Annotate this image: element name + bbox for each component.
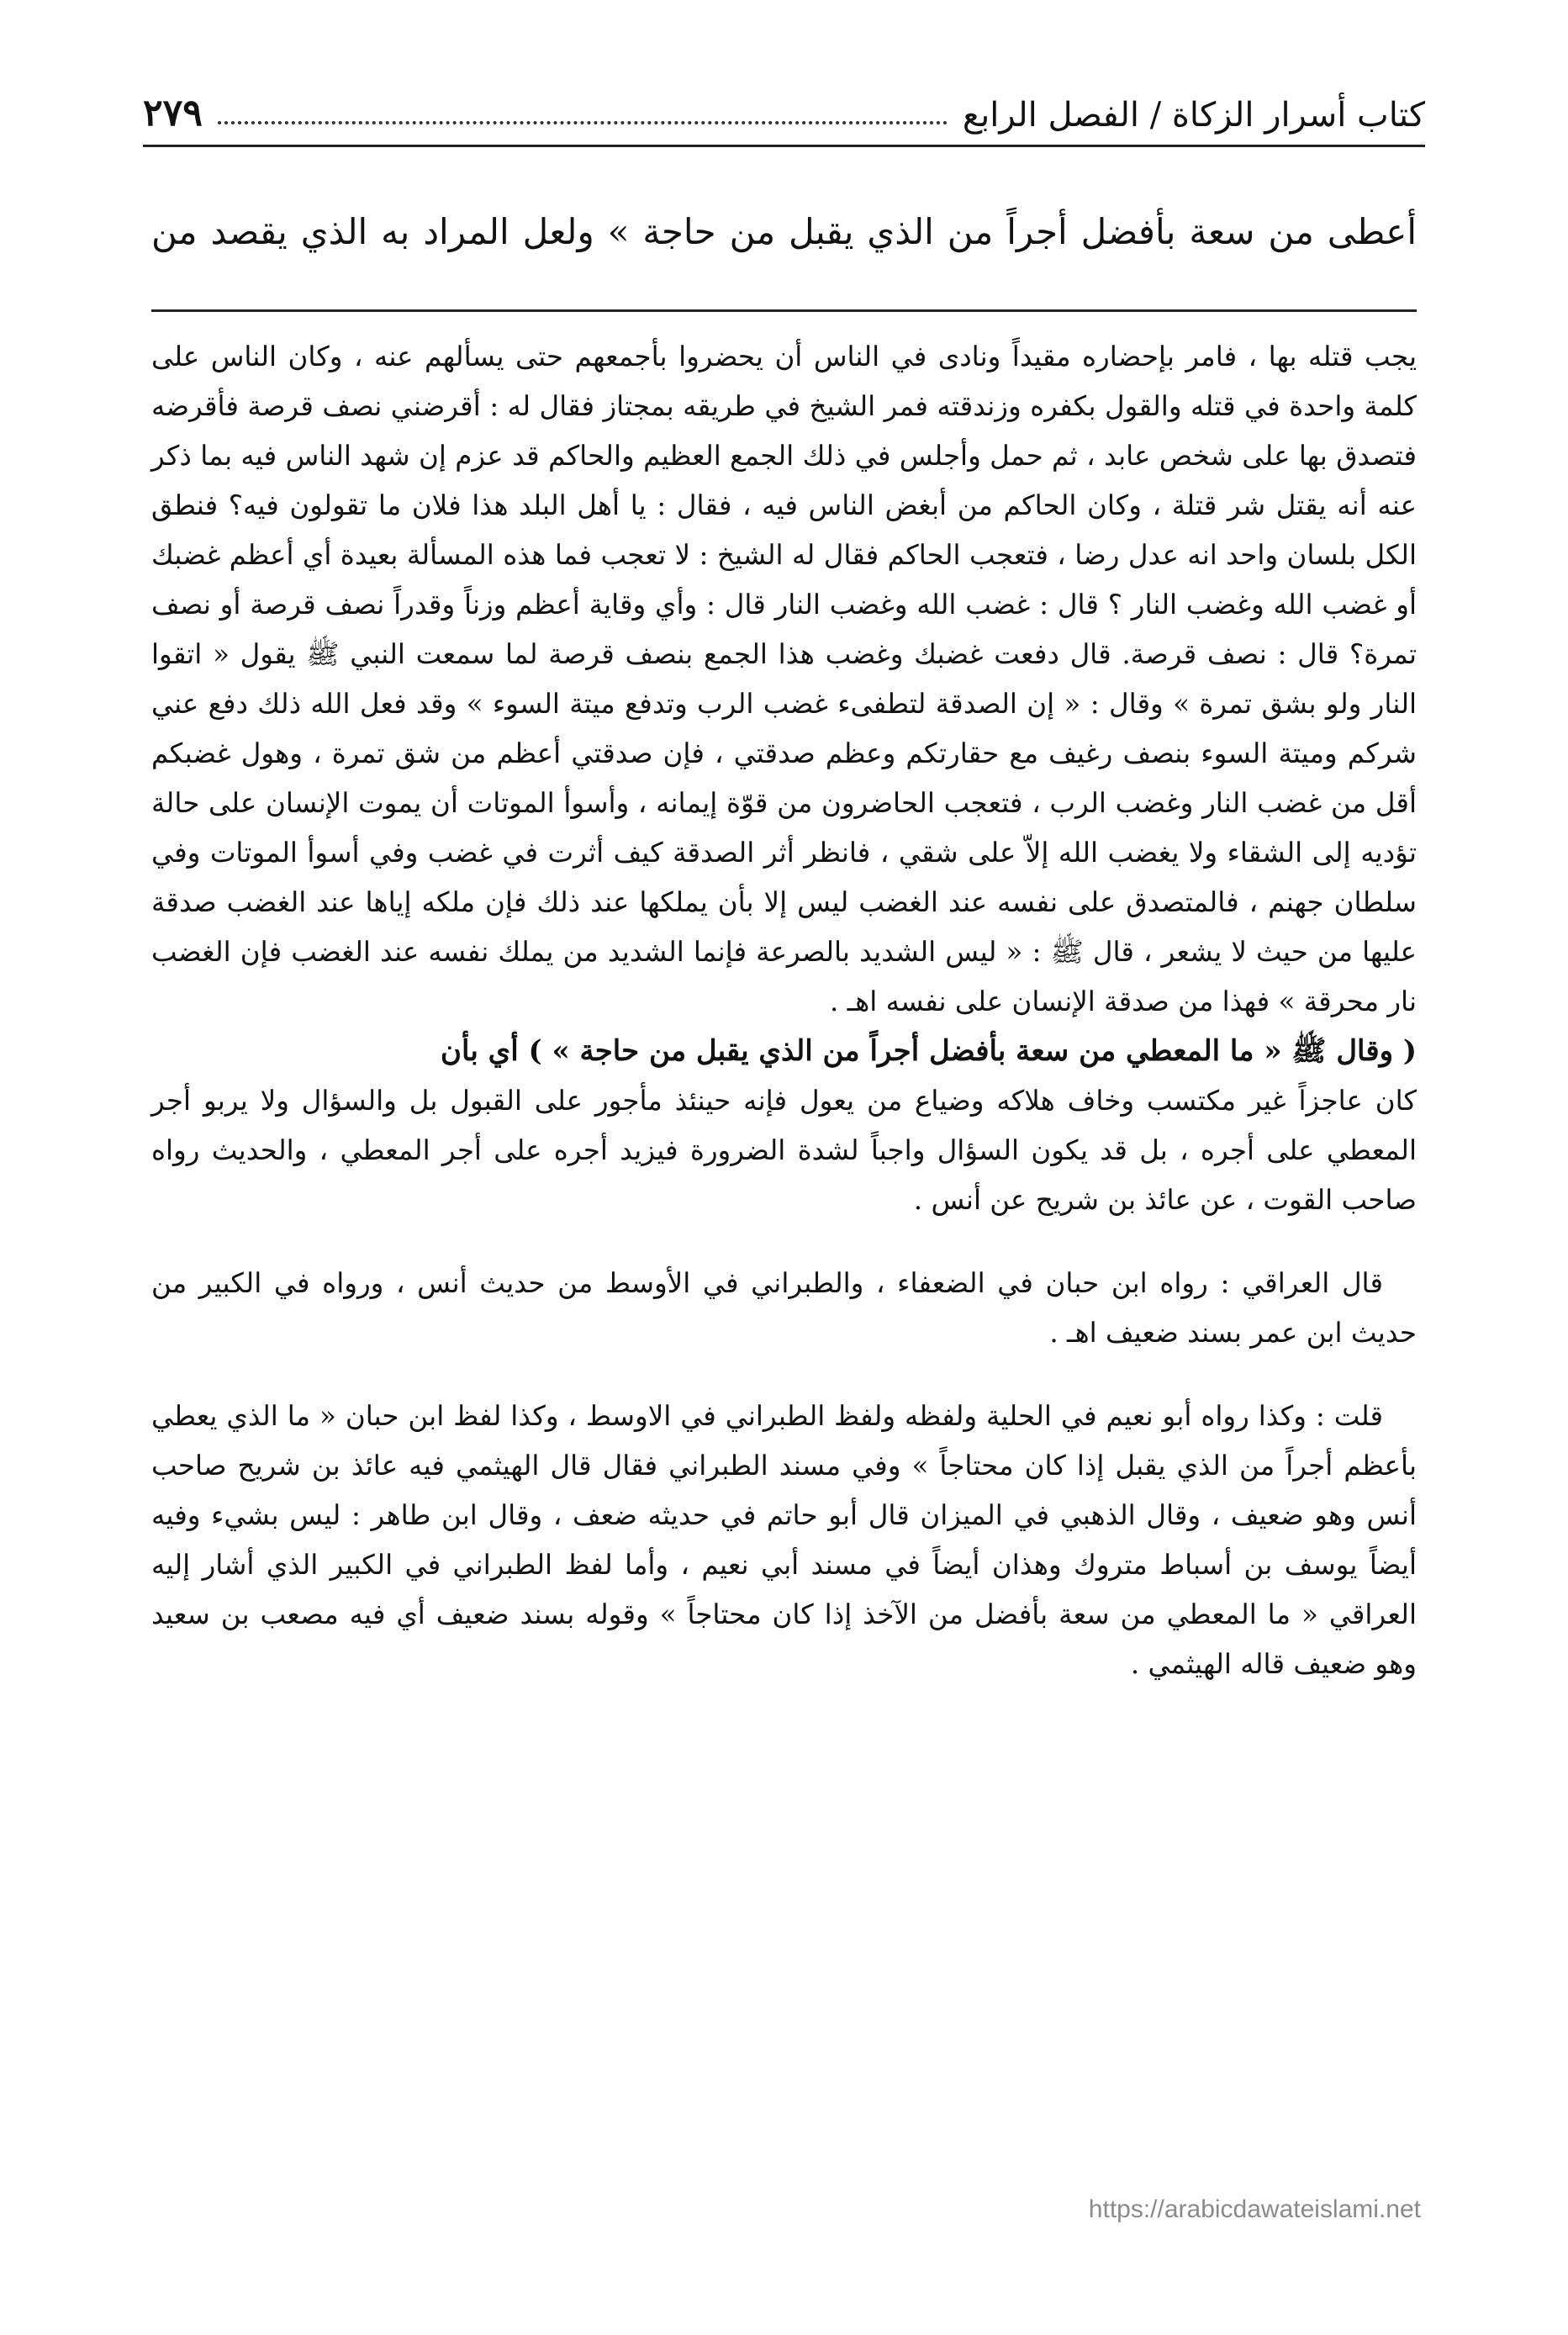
- commentary-paragraph-3: قال العراقي : رواه ابن حبان في الضعفاء ، والطبراني في الأوسط من حديث أنس ، ورواه في الكبير من حديث ابن عمر بسند ضعيف اهـ .: [151, 1267, 1417, 1349]
- commentary-paragraph-2: كان عاجزاً غير مكتسب وخاف هلاكه وضياع من يعول فإنه حينئذ مأجور على القبول بل والسؤال ولا يربو أجر المعطي على أجره ، بل قد يكون السؤال واجباً لشدة الضرورة فيزيد أجره على أجر المعطي ، والحديث رواه صاحب القوت ، عن عائذ بن شريح عن أنس .: [151, 1085, 1417, 1216]
- main-text: أعطى من سعة بأفضل أجراً من الذي يقبل من حاجة » ولعل المراد به الذي يقصد من: [151, 211, 1417, 252]
- header-leader-dots: [218, 121, 948, 124]
- running-header: [143, 80, 1425, 147]
- commentary-hadith-heading: ( وقال ﷺ « ما المعطي من سعة بأفضل أجراً من الذي يقبل من حاجة » ) أي بأن: [441, 1034, 1417, 1068]
- watermark-url: https://arabicdawateislami.net: [1088, 2195, 1421, 2223]
- header-title: كتاب أسرار الزكاة / الفصل الرابع: [962, 96, 1425, 135]
- commentary-section: [151, 332, 1417, 1689]
- footnote-divider: [151, 309, 1417, 312]
- page-number: ٢٧٩: [143, 92, 203, 135]
- commentary-paragraph-1: يجب قتله بها ، فامر بإحضاره مقيداً ونادى في الناس أن يحضروا بأجمعهم حتى يسألهم عنه ، وكان الناس على كلمة واحدة في قتله والقول بكفره وزندقته فمر الشيخ في طريقه بمجتاز فقال له : أقرضني نصف قرصة فأقرضه فتصدق بها على شخص عابد ، ثم حمل وأجلس في ذلك الجمع العظيم والحاكم قد عزم إن شهد الناس فيه بما ذكر عنه أنه يقتل شر قتلة ، وكان الحاكم من أبغض الناس فيه ، فقال : يا أهل البلد هذا فلان ما تقولون فيه؟ فنطق الكل بلسان واحد انه عدل رضا ، فتعجب الحاكم فقال له الشيخ : لا تعجب فما هذه المسألة بعيدة أي أعظم غضبك أو غضب الله وغضب النار ؟ قال : غضب الله وغضب النار قال : وأي وقاية أعظم وزناً وقدراً نصف قرصة أو نصف تمرة؟ قال : نصف قرصة. قال دفعت غضبك وغضب هذا الجمع بنصف قرصة لما سمعت النبي ﷺ يقول « اتقوا النار ولو بشق تمرة » وقال : « إن الصدقة لتطفىء غضب الرب وتدفع ميتة السوء » وقد فعل الله ذلك دفع عني شركم وميتة السوء بنصف رغيف مع حقارتكم وعظم صدقتي ، فإن صدقتي أعظم من شق تمرة ، وهول غضبكم أقل من غضب النار وغضب الرب ، فتعجب الحاضرون من قوّة إيمانه ، وأسوأ الموتات أن يموت الإنسان على حالة تؤديه إلى الشقاء ولا يغضب الله إلاّ على شقي ، فانظر أثر الصدقة كيف أثرت في غضب وفي أسوأ الموتات وفي سلطان جهنم ، فالمتصدق على نفسه عند الغضب ليس إلا بأن يملكها عند ذلك فإن ملكه إياها عند الغضب صدقة عليها من حيث لا يشعر ، قال ﷺ : « ليس الشديد بالصرعة فإنما الشديد من يملك نفسه عند الغضب فإن الغضب نار محرقة » فهذا من صدقة الإنسان على نفسه اهـ .: [151, 341, 1417, 1017]
- commentary-paragraph-4: قلت : وكذا رواه أبو نعيم في الحلية ولفظه ولفظ الطبراني في الاوسط ، وكذا لفظ ابن حبان « ما الذي يعطي بأعظم أجراً من الذي يقبل إذا كان محتاجاً » وفي مسند الطبراني فقال قال الهيثمي فيه عائذ بن شريح صاحب أنس وهو ضعيف ، وقال الذهبي في الميزان قال أبو حاتم في حديثه ضعف ، وقال ابن طاهر : ليس بشيء وفيه أيضاً يوسف بن أسباط متروك وهذان أيضاً في مسند أبي نعيم ، وأما لفظ الطبراني في الكبير الذي أشار إليه العراقي « ما المعطي من سعة بأفضل من الآخذ إذا كان محتاجاً » وقوله بسند ضعيف أي فيه مصعب بن سعيد وهو ضعيف قاله الهيثمي .: [151, 1400, 1417, 1680]
